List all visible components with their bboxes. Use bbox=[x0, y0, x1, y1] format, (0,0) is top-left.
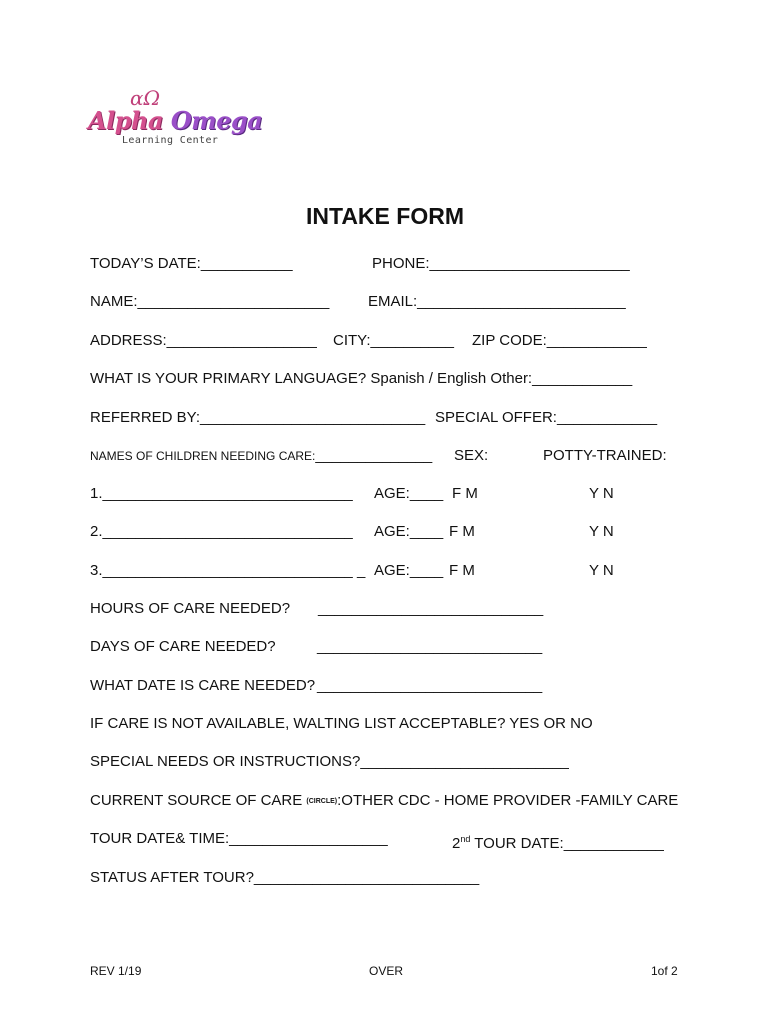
alpha-omega-logo bbox=[88, 86, 263, 152]
children-header bbox=[90, 447, 432, 465]
email-field[interactable]: EMAIL:_________________________ bbox=[368, 293, 626, 310]
primary-language-field[interactable]: WHAT IS YOUR PRIMARY LANGUAGE? Spanish / English Other:____________ bbox=[90, 370, 633, 387]
days-of-care-label: DAYS OF CARE NEEDED? bbox=[90, 638, 276, 655]
todays-date-field[interactable]: TODAY’S DATE:___________ bbox=[90, 255, 293, 272]
second-tour-number: 2 bbox=[452, 835, 461, 852]
tour-date-time-field[interactable]: TOUR DATE& TIME:___________________ bbox=[90, 830, 388, 847]
care-date-field[interactable]: ___________________________ bbox=[317, 677, 543, 694]
zip-code-field[interactable]: ZIP CODE:____________ bbox=[472, 332, 647, 349]
care-date-label: WHAT DATE IS CARE NEEDED? bbox=[90, 677, 316, 694]
logo-subtitle: Learning Center bbox=[122, 135, 219, 146]
children-header-line[interactable]: ______________ bbox=[315, 447, 433, 464]
child-2-age-field[interactable]: AGE:____ bbox=[374, 523, 444, 540]
second-tour-ordinal: nd bbox=[460, 834, 471, 844]
address-field[interactable]: ADDRESS:__________________ bbox=[90, 332, 317, 349]
current-source-options[interactable]: :OTHER CDC - HOME PROVIDER -FAMILY CARE bbox=[337, 792, 679, 809]
child-1-sex-options[interactable]: F M bbox=[452, 485, 478, 502]
days-of-care-field[interactable]: ___________________________ bbox=[317, 638, 543, 655]
child-2-name-field[interactable]: 2.______________________________ bbox=[90, 523, 353, 540]
revision-label: REV 1/19 bbox=[90, 964, 142, 978]
child-1-name-field[interactable]: 1.______________________________ bbox=[90, 485, 353, 502]
waiting-list-question[interactable]: IF CARE IS NOT AVAILABLE, WALTING LIST ACCEPTABLE? YES OR NO bbox=[90, 715, 593, 732]
second-tour-label: TOUR DATE:____________ bbox=[470, 835, 664, 852]
special-offer-field[interactable]: SPECIAL OFFER:____________ bbox=[435, 409, 658, 426]
current-source-of-care[interactable] bbox=[90, 792, 678, 811]
hours-of-care-field[interactable]: ___________________________ bbox=[318, 600, 544, 617]
logo-word-alpha: Alpha bbox=[88, 106, 164, 135]
child-2-potty-options[interactable]: Y N bbox=[589, 523, 614, 540]
city-field[interactable]: CITY:__________ bbox=[333, 332, 454, 349]
child-3-name-field[interactable]: 3.______________________________ _ bbox=[90, 562, 366, 579]
child-1-age-field[interactable]: AGE:____ bbox=[374, 485, 444, 502]
page-number: 1of 2 bbox=[651, 964, 678, 978]
child-3-potty-options[interactable]: Y N bbox=[589, 562, 614, 579]
hours-of-care-label: HOURS OF CARE NEEDED? bbox=[90, 600, 291, 617]
child-3-age-field[interactable]: AGE:____ bbox=[374, 562, 444, 579]
phone-field[interactable]: PHONE:________________________ bbox=[372, 255, 630, 272]
circle-instruction: (CIRCLE) bbox=[306, 798, 338, 805]
logo-word-omega: Omega bbox=[170, 106, 263, 135]
second-tour-date-field[interactable] bbox=[452, 830, 664, 853]
child-3-sex-options[interactable]: F M bbox=[449, 562, 475, 579]
form-title: INTAKE FORM bbox=[305, 203, 464, 229]
potty-trained-column-header: POTTY-TRAINED: bbox=[543, 447, 667, 464]
status-after-tour-field[interactable]: STATUS AFTER TOUR?___________________________ bbox=[90, 869, 480, 886]
child-1-potty-options[interactable]: Y N bbox=[589, 485, 614, 502]
special-needs-field[interactable]: SPECIAL NEEDS OR INSTRUCTIONS?_________________________ bbox=[90, 753, 569, 770]
child-2-sex-options[interactable]: F M bbox=[449, 523, 475, 540]
name-field[interactable]: NAME:_______________________ bbox=[90, 293, 330, 310]
referred-by-field[interactable]: REFERRED BY:___________________________ bbox=[90, 409, 426, 426]
current-source-label: CURRENT SOURCE OF CARE bbox=[90, 792, 307, 809]
logo-wordmark bbox=[88, 106, 262, 135]
sex-column-header: SEX: bbox=[454, 447, 489, 464]
children-header-label: NAMES OF CHILDREN NEEDING CARE: bbox=[90, 449, 316, 463]
logo-symbols: αΩ bbox=[130, 86, 161, 110]
over-label: OVER bbox=[369, 964, 404, 978]
